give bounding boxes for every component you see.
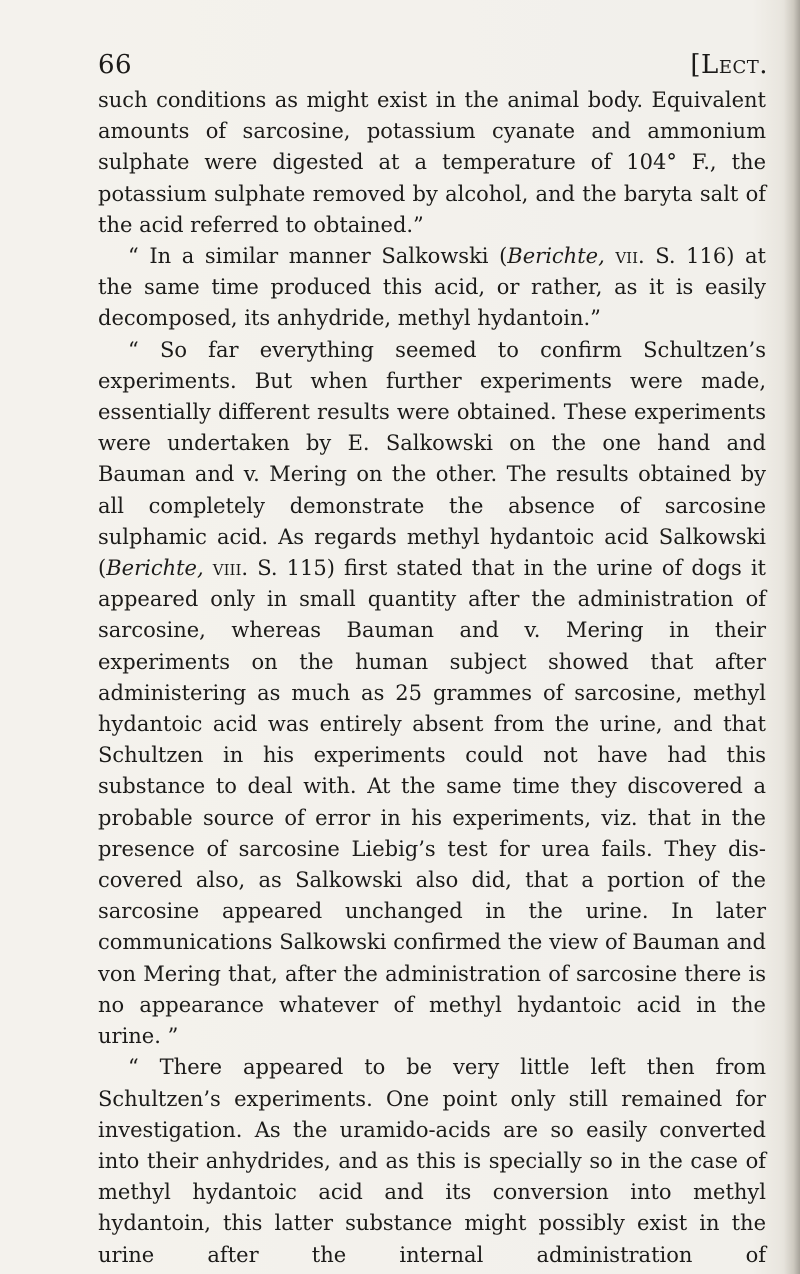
running-head-label: Lect. [701,50,768,80]
paragraph-2 [98,241,766,335]
page-number: 66 [98,50,133,80]
paragraph-3 [98,335,766,1053]
paragraph-2-before: “ In a similar manner Salkowski ( [128,244,508,269]
paragraph-1: such conditions as might exist in the animal body. Equivalent amounts of sarcosine, potassium cyanate and ammonium sulphate were digested at a temperature of 104° F., the potassium sulphate removed by alcohol, and the baryta salt of the acid referred to obtained.” [98,88,766,237]
running-head-bracket: [ [690,50,702,80]
volume-number: vii. [604,244,645,269]
journal-title-berichte: Berichte, [507,244,605,269]
volume-number: viii. [203,556,249,581]
paragraph-3-before: “ So far everything seemed to confirm Schultzen’s experiments. But when further experiments were made, essentially different results were obtained. These experiments were undertaken by E. Salkowski on the one hand and Bauman and v. Mering on the other. The results obtained by all completely demonstrate the absence of sarcosine sulphamic acid. As regards methyl hydantoic acid Salkowski ( [98,337,766,581]
journal-title-berichte: Berichte, [106,556,204,581]
page-header [98,50,768,90]
page-edge-shadow [784,0,800,1274]
paragraph-3-after: S. 115) first stated that in the urine of dogs it appeared only in small quantity after the administration of sarcosine, whereas Bauman and v. Mering in their experiments on the human subject showed that after administering as much as 25 grammes of sarcosine, methyl hydantoic acid was entirely absent from the urine, and that Schultzen in his experiments could not have had this substance to deal with. At the same time they discovered a probable source of error in his experiments, viz. that in the presence of sarcosine Liebig’s test for urea fails. They discovered also, as Salkowski also did, that a portion of the sarcosine appeared unchanged in the urine. In later communications Salkowski confirmed the view of Bauman and von Mering that, after the administration of sarcosine there is no appearance whatever of methyl hydantoic acid in the urine. ” [98,556,766,1049]
paragraph-2-after: S. 116) at the same time produced this acid, or rather, as it is easily decomposed, its anhydride, methyl hydantoin.” [98,244,766,331]
paragraph-4: “ There appeared to be very little left then from Schultzen’s experiments. One point only still remained for investigation. As the uramido-acids are so easily converted into their anhydrides, and as this is specially so in the case of methyl hydantoic acid and its conversion into methyl hydantoin, this latter substance might possibly exist in the urine after the internal administration of [98,1055,766,1267]
running-head [690,50,768,80]
body-text [98,85,766,1271]
